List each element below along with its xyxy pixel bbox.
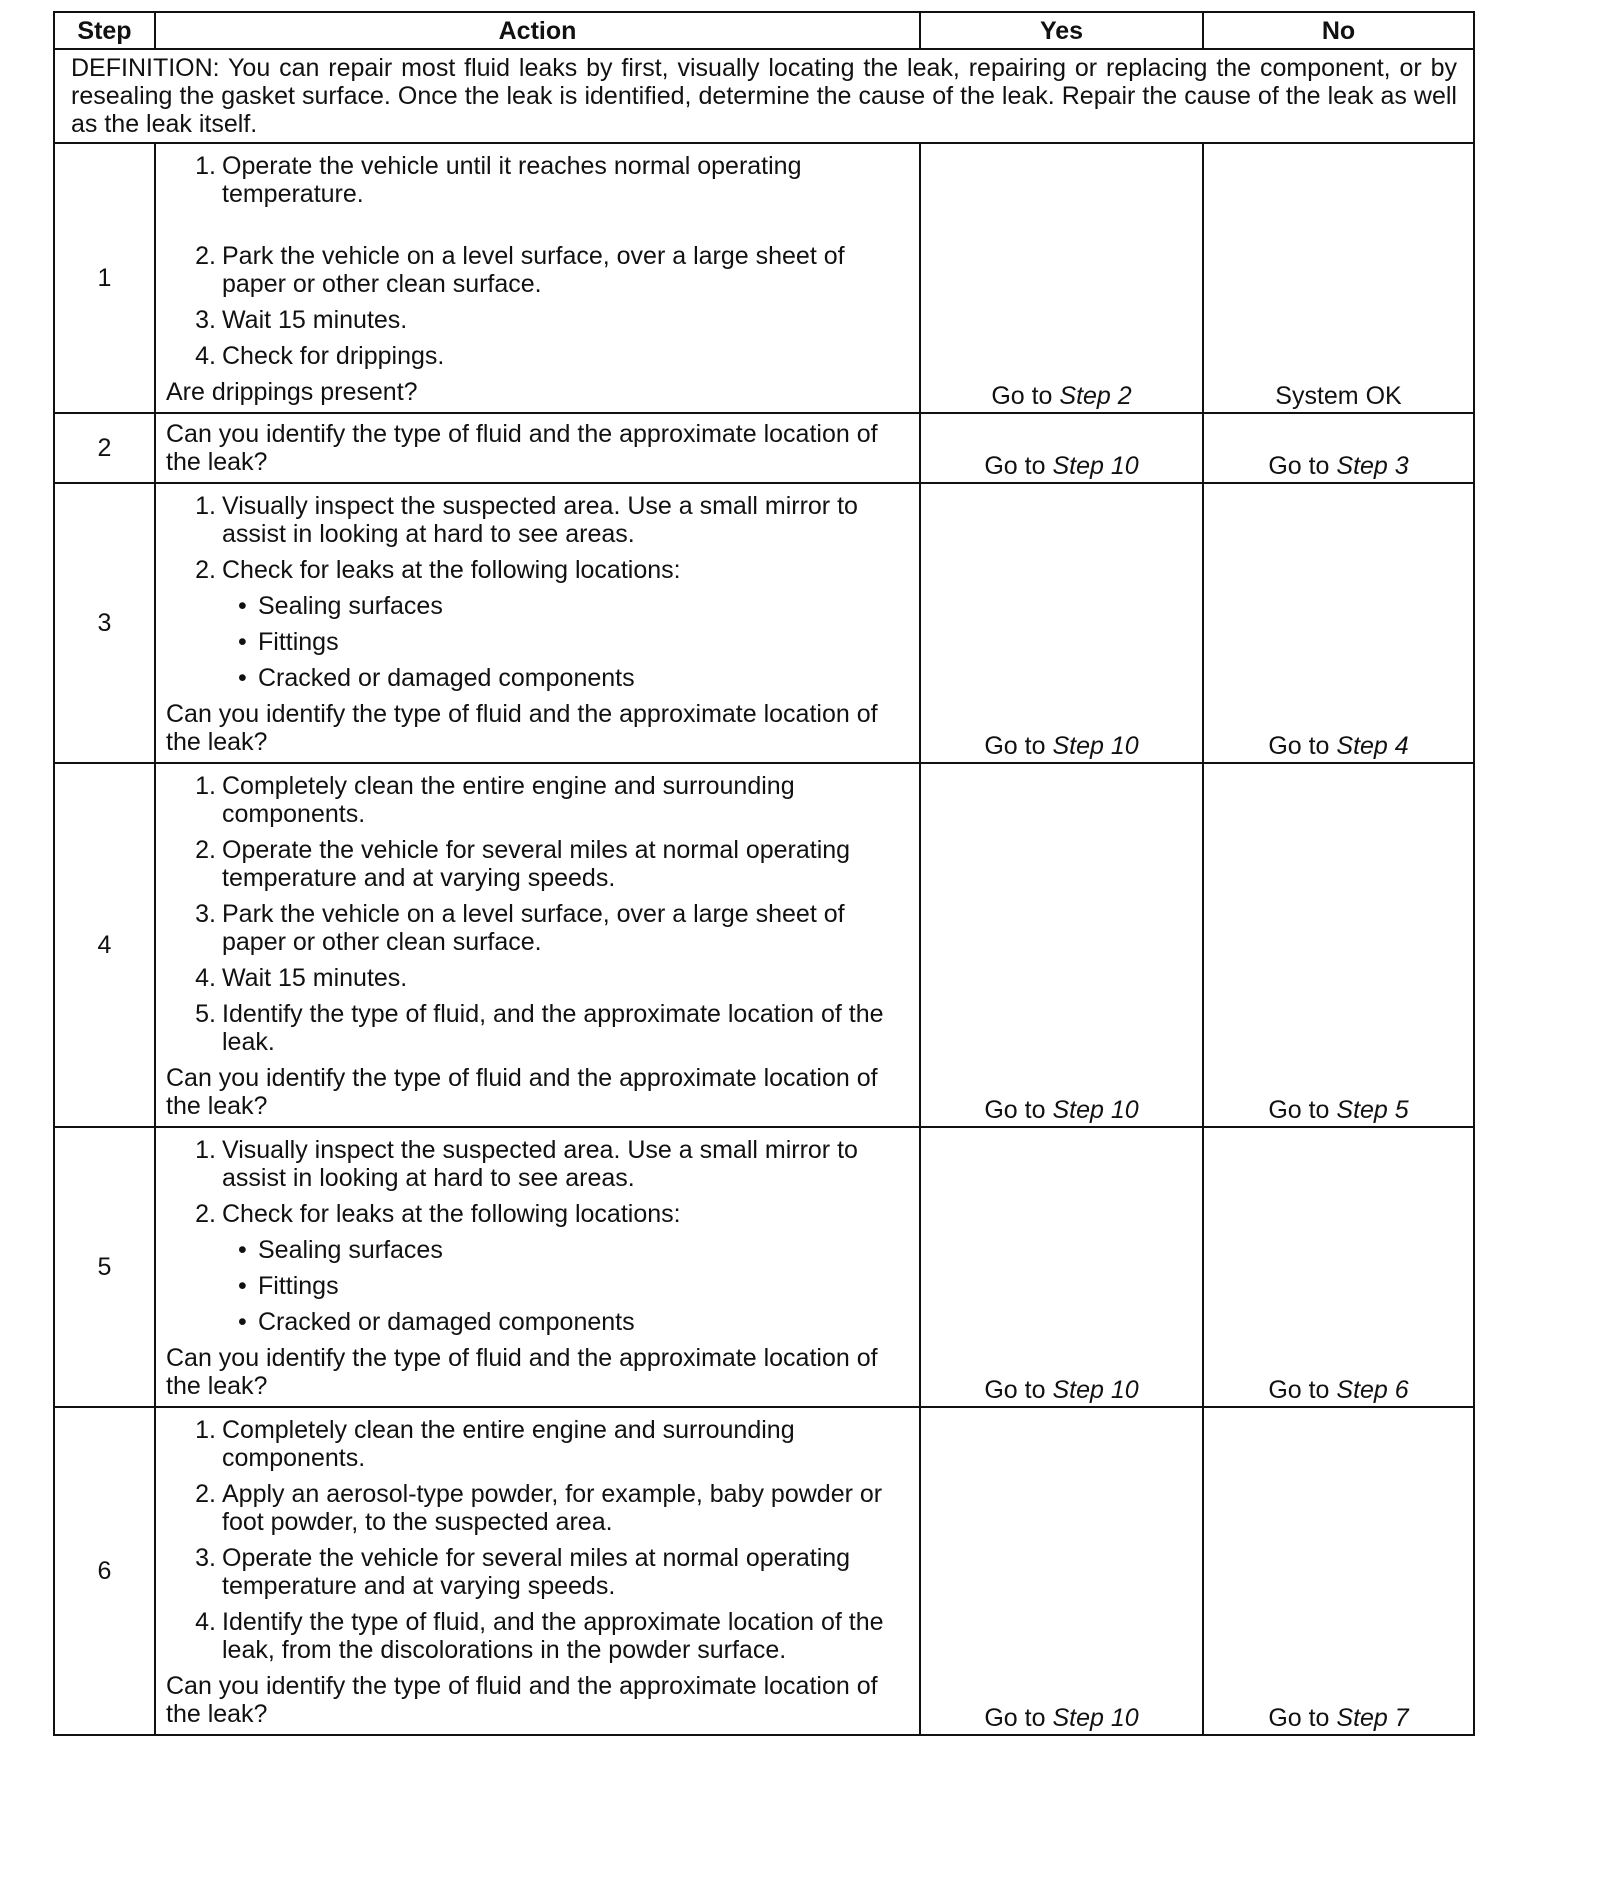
action-item xyxy=(166,1480,907,1536)
yes-result-target: Step 10 xyxy=(1052,732,1139,760)
yes-result xyxy=(920,1407,1203,1735)
action-item-number: 1. xyxy=(195,1416,216,1444)
bullet-item: • Sealing surfaces xyxy=(222,1236,907,1264)
bullet-item: • Sealing surfaces xyxy=(222,592,907,620)
action-cell xyxy=(155,763,920,1127)
action-item xyxy=(166,1544,907,1600)
action-item xyxy=(166,556,907,692)
action-list xyxy=(166,492,907,692)
no-result-target: Step 6 xyxy=(1336,1376,1409,1404)
action-item-text: Completely clean the entire engine and surrounding components. xyxy=(222,1416,795,1472)
action-item-text: Park the vehicle on a level surface, over a large sheet of paper or other clean surface. xyxy=(222,242,845,298)
action-item xyxy=(166,342,907,370)
action-question: Can you identify the type of fluid and the approximate location of the leak? xyxy=(166,1064,878,1120)
action-question: Can you identify the type of fluid and the approximate location of the leak? xyxy=(166,420,878,476)
action-item xyxy=(166,1608,907,1664)
action-item xyxy=(166,1416,907,1472)
action-item xyxy=(166,836,907,892)
action-item-number: 3. xyxy=(195,306,216,334)
yes-result-target: Step 2 xyxy=(1059,382,1132,410)
action-item-text: Check for leaks at the following locations: xyxy=(222,1200,681,1228)
action-item-text: Check for drippings. xyxy=(222,342,445,370)
step-number: 2 xyxy=(54,413,155,483)
bullet-item: • Fittings xyxy=(222,628,907,656)
action-item-number: 1. xyxy=(195,772,216,800)
action-item-number: 5. xyxy=(195,1000,216,1028)
action-item-number: 2. xyxy=(195,556,216,584)
action-cell xyxy=(155,1127,920,1407)
action-item-number: 1. xyxy=(195,152,216,180)
action-item-text: Visually inspect the suspected area. Use a small mirror to assist in looking at hard to see areas. xyxy=(222,492,858,548)
yes-result-target: Step 10 xyxy=(1052,1096,1139,1124)
step-number: 3 xyxy=(54,483,155,763)
step-row xyxy=(54,143,1474,413)
action-item-number: 2. xyxy=(195,836,216,864)
yes-result-target: Step 10 xyxy=(1052,1376,1139,1404)
action-item xyxy=(166,772,907,828)
yes-result-prefix: Go to xyxy=(984,1096,1053,1124)
action-item xyxy=(166,964,907,992)
no-result xyxy=(1203,143,1474,413)
action-question: Can you identify the type of fluid and the approximate location of the leak? xyxy=(166,1344,878,1400)
action-item-number: 1. xyxy=(195,492,216,520)
action-list xyxy=(166,152,907,370)
yes-result-target: Step 10 xyxy=(1052,452,1139,480)
definition-row xyxy=(54,49,1474,143)
no-result-prefix: Go to xyxy=(1268,1096,1337,1124)
action-item-number: 2. xyxy=(195,242,216,270)
action-cell xyxy=(155,413,920,483)
step-row xyxy=(54,763,1474,1127)
no-result-prefix: Go to xyxy=(1268,1704,1337,1732)
step-number: 1 xyxy=(54,143,155,413)
header-yes: Yes xyxy=(920,12,1203,49)
action-item-text: Identify the type of fluid, and the approximate location of the leak. xyxy=(222,1000,884,1056)
action-item-text: Identify the type of fluid, and the approximate location of the leak, from the discolorations in the powder surface. xyxy=(222,1608,884,1664)
action-question: Can you identify the type of fluid and the approximate location of the leak? xyxy=(166,1672,878,1728)
no-result-prefix: Go to xyxy=(1268,1376,1337,1404)
action-item xyxy=(166,492,907,548)
action-item-number: 3. xyxy=(195,900,216,928)
action-item-text: Operate the vehicle for several miles at normal operating temperature and at varying speeds. xyxy=(222,1544,851,1600)
step-row xyxy=(54,483,1474,763)
action-item xyxy=(166,1136,907,1192)
action-cell xyxy=(155,1407,920,1735)
bullet-list xyxy=(222,592,907,692)
bullet-item: • Cracked or damaged components xyxy=(222,664,907,692)
step-number: 6 xyxy=(54,1407,155,1735)
bullet-list xyxy=(222,1236,907,1336)
action-item xyxy=(166,1000,907,1056)
header-action: Action xyxy=(155,12,920,49)
yes-result xyxy=(920,483,1203,763)
yes-result xyxy=(920,1127,1203,1407)
yes-result-prefix: Go to xyxy=(984,1704,1053,1732)
action-item-number: 4. xyxy=(195,342,216,370)
no-result xyxy=(1203,483,1474,763)
action-item-text: Completely clean the entire engine and surrounding components. xyxy=(222,772,795,828)
no-result-target: Step 5 xyxy=(1336,1096,1409,1124)
action-item-text: Apply an aerosol-type powder, for example, baby powder or foot powder, to the suspected area. xyxy=(222,1480,883,1536)
no-result-prefix: Go to xyxy=(1268,452,1337,480)
no-result-prefix: Go to xyxy=(1268,732,1337,760)
action-item-text: Operate the vehicle for several miles at normal operating temperature and at varying speeds. xyxy=(222,836,851,892)
action-item-number: 2. xyxy=(195,1480,216,1508)
action-item-number: 4. xyxy=(195,1608,216,1636)
yes-result xyxy=(920,763,1203,1127)
no-result-target: Step 3 xyxy=(1336,452,1409,480)
action-item-text: Park the vehicle on a level surface, over a large sheet of paper or other clean surface. xyxy=(222,900,845,956)
action-list xyxy=(166,1136,907,1336)
action-item-text: Visually inspect the suspected area. Use a small mirror to assist in looking at hard to see areas. xyxy=(222,1136,858,1192)
header-row xyxy=(54,12,1474,49)
yes-result xyxy=(920,413,1203,483)
step-row xyxy=(54,1127,1474,1407)
action-item-number: 2. xyxy=(195,1200,216,1228)
action-item xyxy=(166,1200,907,1336)
action-item xyxy=(166,152,907,208)
no-result-target: Step 4 xyxy=(1336,732,1409,760)
yes-result-prefix: Go to xyxy=(984,1376,1053,1404)
yes-result-target: Step 10 xyxy=(1052,1704,1139,1732)
definition-text: DEFINITION: You can repair most fluid leaks by first, visually locating the leak, repairing or replacing the component, or by resealing the gasket surface. Once the leak is identified, determine the cause of the leak. Repair the cause of the leak as well as the leak itself. xyxy=(54,49,1474,143)
action-item-text: Wait 15 minutes. xyxy=(222,964,408,992)
step-row xyxy=(54,413,1474,483)
action-item-number: 3. xyxy=(195,1544,216,1572)
yes-result-prefix: Go to xyxy=(984,452,1053,480)
step-number: 4 xyxy=(54,763,155,1127)
yes-result-prefix: Go to xyxy=(991,382,1060,410)
action-item xyxy=(166,306,907,334)
action-item xyxy=(166,242,907,298)
no-result xyxy=(1203,763,1474,1127)
yes-result-prefix: Go to xyxy=(984,732,1053,760)
action-list xyxy=(166,772,907,1056)
action-item-text: Wait 15 minutes. xyxy=(222,306,408,334)
no-result-prefix: System OK xyxy=(1275,382,1402,410)
bullet-item: • Cracked or damaged components xyxy=(222,1308,907,1336)
no-result xyxy=(1203,1127,1474,1407)
step-number: 5 xyxy=(54,1127,155,1407)
diagnostic-table xyxy=(53,11,1475,1736)
header-step: Step xyxy=(54,12,155,49)
action-cell xyxy=(155,143,920,413)
action-item-number: 4. xyxy=(195,964,216,992)
bullet-item: • Fittings xyxy=(222,1272,907,1300)
action-item xyxy=(166,900,907,956)
action-item-text: Check for leaks at the following locations: xyxy=(222,556,681,584)
action-question: Are drippings present? xyxy=(166,378,418,406)
action-item-number: 1. xyxy=(195,1136,216,1164)
action-list xyxy=(166,1416,907,1664)
step-row xyxy=(54,1407,1474,1735)
header-no: No xyxy=(1203,12,1474,49)
action-question: Can you identify the type of fluid and the approximate location of the leak? xyxy=(166,700,878,756)
action-cell xyxy=(155,483,920,763)
no-result-target: Step 7 xyxy=(1336,1704,1409,1732)
no-result xyxy=(1203,413,1474,483)
no-result xyxy=(1203,1407,1474,1735)
yes-result xyxy=(920,143,1203,413)
action-item-text: Operate the vehicle until it reaches normal operating temperature. xyxy=(222,152,802,208)
